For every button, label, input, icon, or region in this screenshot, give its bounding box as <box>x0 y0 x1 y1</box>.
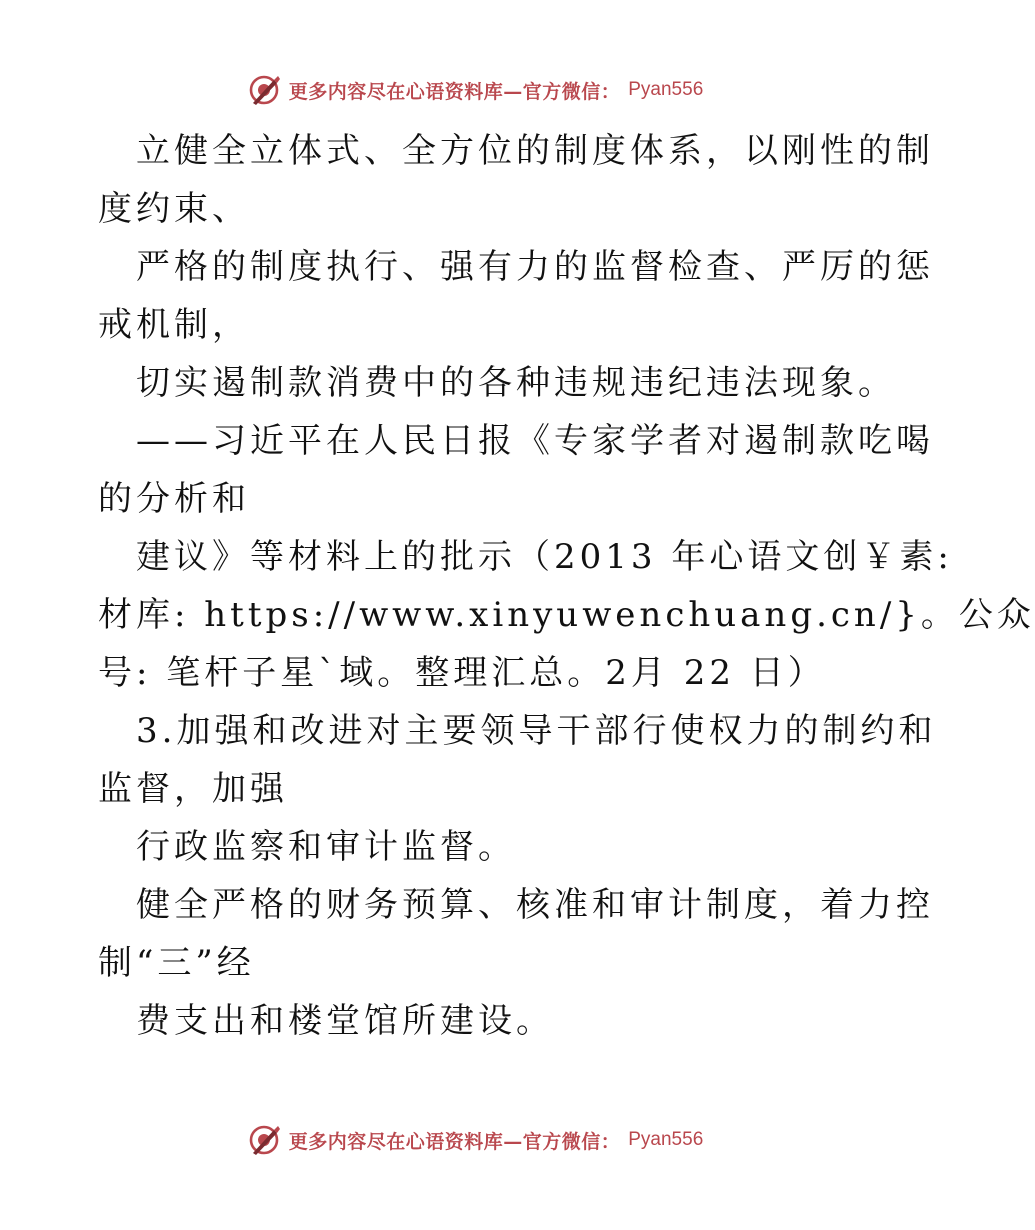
pen-seal-icon <box>247 1123 281 1157</box>
body-line: 立健全立体式、全方位的制度体系，以刚性的制 <box>136 131 934 171</box>
body-line: 健全严格的财务预算、核准和审计制度，着力控 <box>136 885 934 925</box>
body-line: 费支出和楼堂馆所建设。 <box>136 1001 554 1041</box>
watermark-text: 更多内容尽在心语资料库—官方微信： <box>288 80 621 103</box>
body-line: 严格的制度执行、强有力的监督检查、严厉的惩 <box>136 247 934 287</box>
header-watermark <box>0 70 950 110</box>
body-line: 建议》等材料上的批示（2013 年心语文创￥素: <box>136 537 953 577</box>
body-line: 3.加强和改进对主要领导干部行使权力的制约和 <box>136 711 937 751</box>
body-line: 制“三”经 <box>98 943 255 983</box>
body-line: 切实遏制款消费中的各种违规违纪违法现象。 <box>136 363 896 403</box>
watermark-handle: Pyan556 <box>628 79 704 100</box>
watermark-handle: Pyan556 <box>628 1129 704 1150</box>
body-line: 材库: https://www.xinyuwenchuang.cn/}。公众 <box>98 595 1035 635</box>
document-body <box>98 122 1035 1050</box>
footer-watermark <box>0 1120 950 1160</box>
body-line: 戒机制， <box>98 305 250 345</box>
watermark-text: 更多内容尽在心语资料库—官方微信： <box>288 1130 621 1153</box>
body-line: 的分析和 <box>98 479 250 519</box>
body-line: 监督，加强 <box>98 769 288 809</box>
body-line: ——习近平在人民日报《专家学者对遏制款吃喝 <box>136 421 934 461</box>
pen-seal-icon <box>247 73 281 107</box>
body-line: 号: 笔杆子星`域。整理汇总。2月 22 日） <box>98 653 826 693</box>
body-line: 行政监察和审计监督。 <box>136 827 516 867</box>
body-line: 度约束、 <box>98 189 250 229</box>
